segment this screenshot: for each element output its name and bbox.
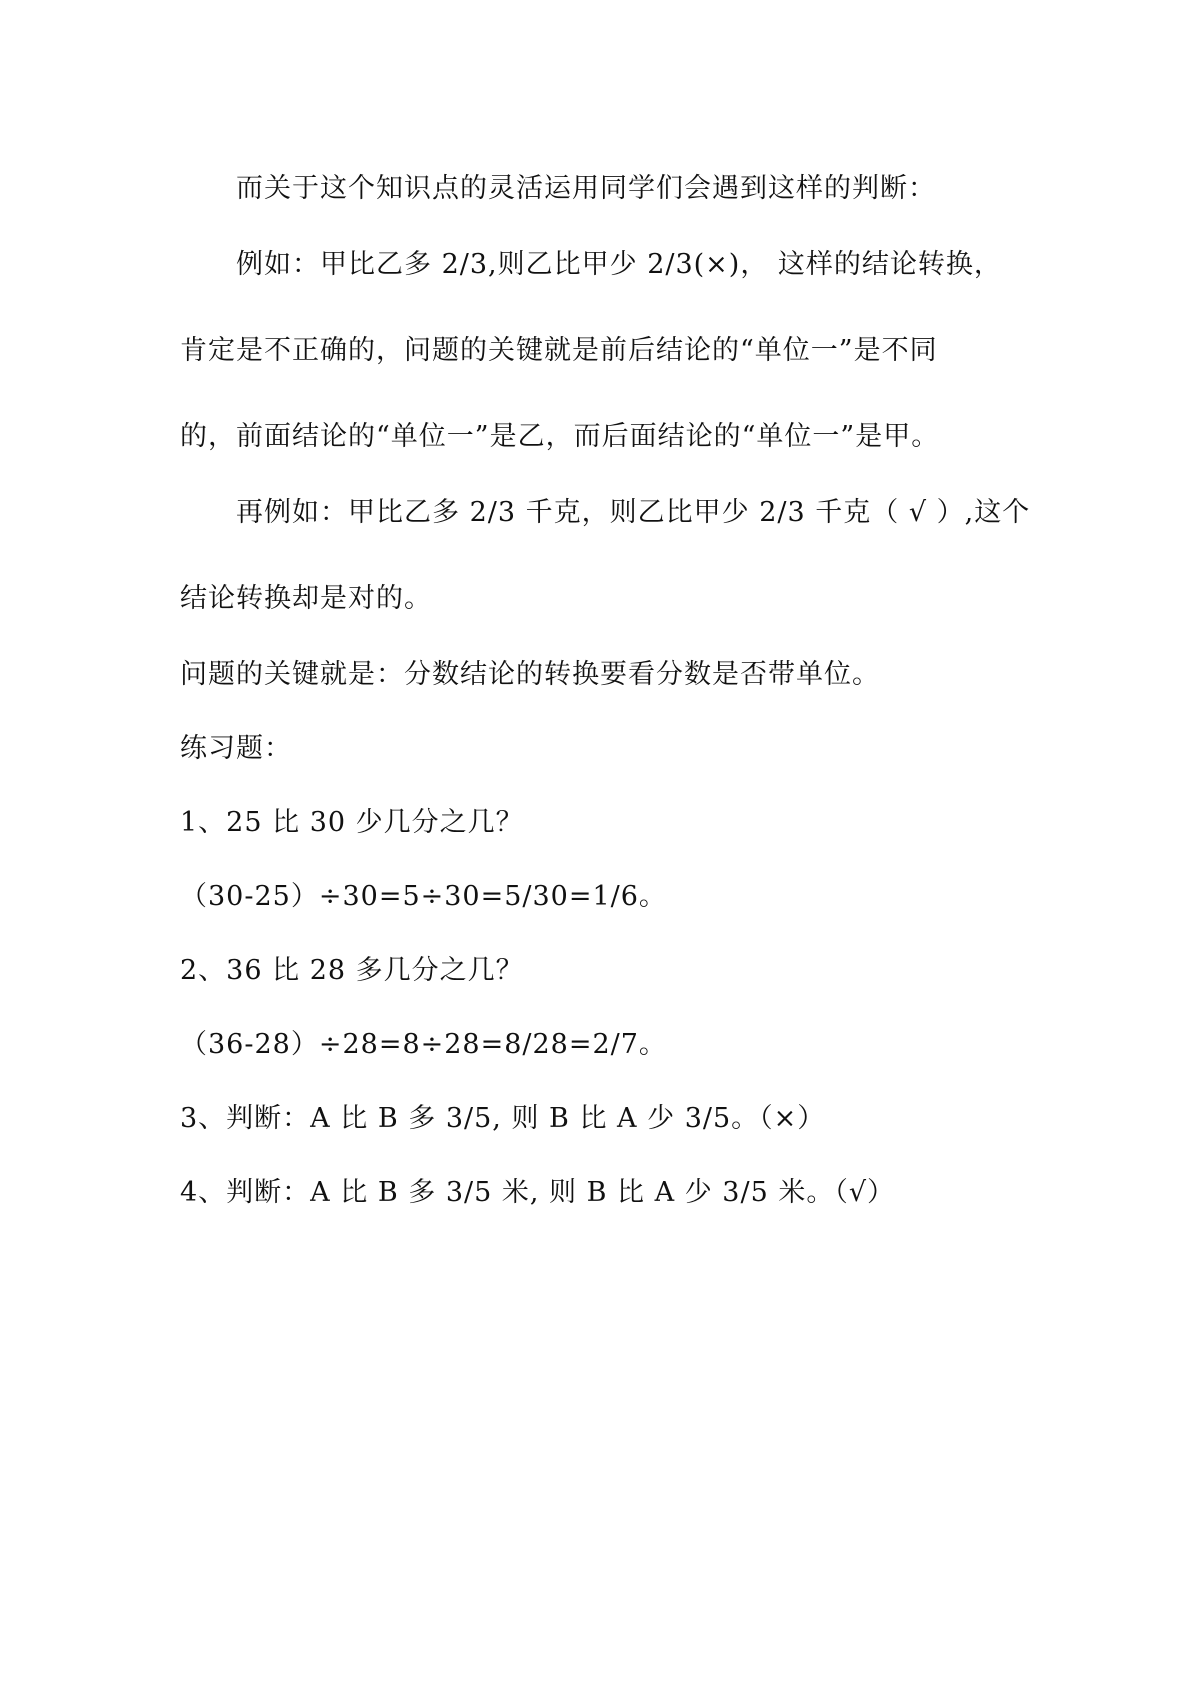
intro-paragraph: 而关于这个知识点的灵活运用同学们会遇到这样的判断： — [236, 173, 936, 204]
exercise-item: 3、判断：A 比 B 多 3/5, 则 B 比 A 少 3/5。（×） — [180, 1103, 826, 1134]
exercise-heading: 练习题： — [180, 733, 292, 764]
exercise-item: （36-28）÷28=8÷28=8/28=2/7。 — [180, 1029, 667, 1060]
example2-line1: 再例如：甲比乙多 2/3 千克，则乙比甲少 2/3 千克（ √ ）,这个 — [236, 497, 1031, 528]
key-point: 问题的关键就是：分数结论的转换要看分数是否带单位。 — [180, 659, 880, 690]
exercise-item: （30-25）÷30=5÷30=5/30=1/6。 — [180, 881, 667, 912]
example1-line3: 的，前面结论的“单位一”是乙，而后面结论的“单位一”是甲。 — [180, 421, 940, 452]
exercise-item: 2、36 比 28 多几分之几？ — [180, 955, 524, 986]
exercise-item: 1、25 比 30 少几分之几？ — [180, 807, 524, 838]
example2-line2: 结论转换却是对的。 — [180, 583, 432, 614]
example1-line2: 肯定是不正确的，问题的关键就是前后结论的“单位一”是不同 — [180, 335, 938, 366]
exercise-item: 4、判断：A 比 B 多 3/5 米, 则 B 比 A 少 3/5 米。（√） — [180, 1177, 896, 1208]
example1-line1: 例如：甲比乙多 2/3,则乙比甲少 2/3(×)， 这样的结论转换， — [236, 249, 1002, 280]
